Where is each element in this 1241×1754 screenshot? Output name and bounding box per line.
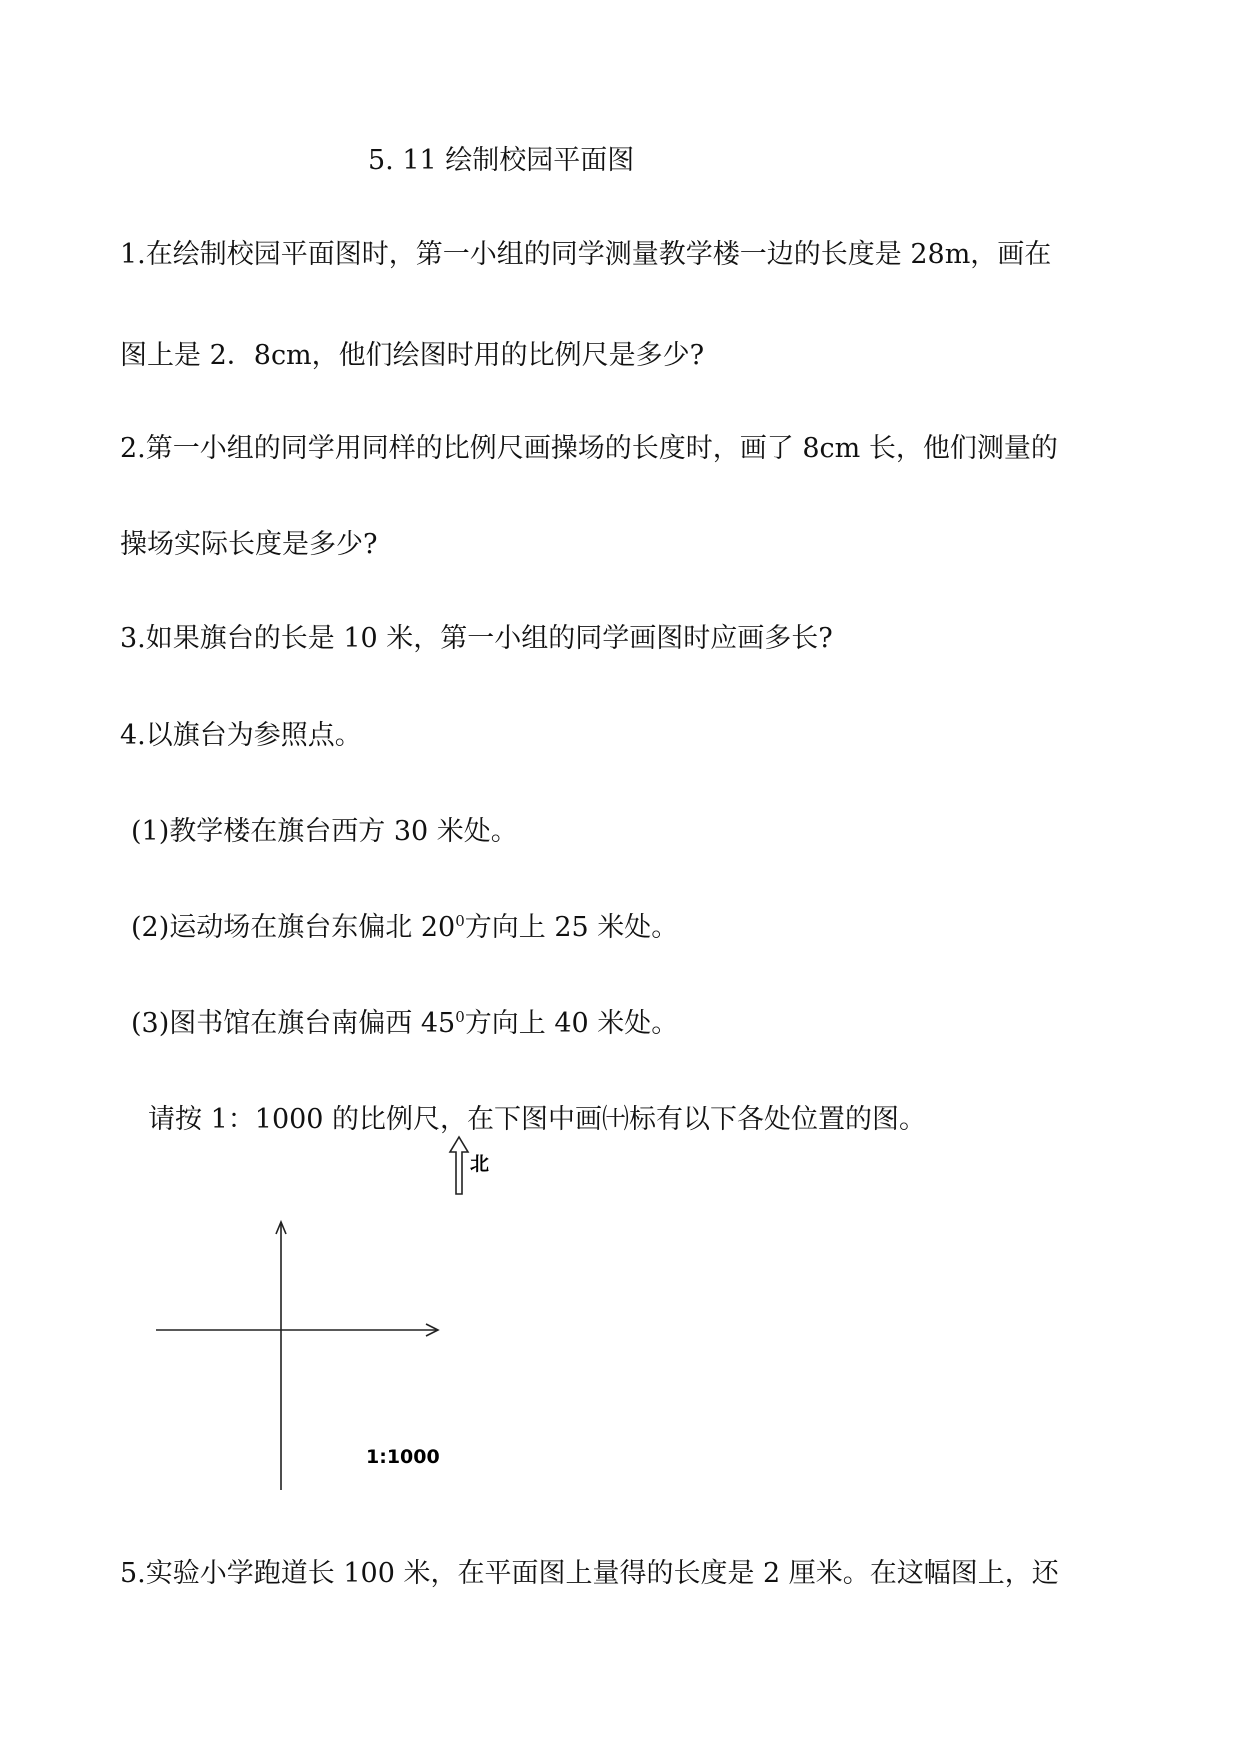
degree-mark: 0 xyxy=(455,1008,465,1026)
question-4-sub-3 xyxy=(131,1006,678,1042)
question-1-line-2: 图上是 2．8cm，他们绘图时用的比例尺是多少? xyxy=(120,340,705,371)
sub-2-text: (2)运动场在旗台东偏北 20 xyxy=(131,912,456,943)
sub-3-text-end: 方向上 40 米处。 xyxy=(464,1008,679,1039)
sub-2-text-end: 方向上 25 米处。 xyxy=(464,912,679,943)
coordinate-diagram xyxy=(140,1070,490,1490)
question-1-line-1: 1.在绘制校园平面图时，第一小组的同学测量教学楼一边的长度是 28m，画在 xyxy=(120,239,1052,270)
north-arrow-icon xyxy=(450,1137,468,1194)
question-2-line-1: 2.第一小组的同学用同样的比例尺画操场的长度时，画了 8cm 长，他们测量的 xyxy=(120,433,1058,464)
question-4-intro: 4.以旗台为参照点。 xyxy=(120,720,362,751)
question-4-instruction: 请按 1：1000 的比例尺，在下图中画㈩标有以下各处位置的图。 xyxy=(148,1104,927,1135)
sub-3-text: (3)图书馆在旗台南偏西 45 xyxy=(131,1008,456,1039)
question-4-sub-2 xyxy=(131,910,678,946)
question-2-line-2: 操场实际长度是多少? xyxy=(120,529,378,560)
page-title: 5. 11 绘制校园平面图 xyxy=(368,145,635,176)
north-label: 北 xyxy=(470,1153,490,1175)
question-5-line-1: 5.实验小学跑道长 100 米，在平面图上量得的长度是 2 厘米。在这幅图上，还 xyxy=(120,1558,1059,1589)
degree-mark: 0 xyxy=(455,912,465,930)
question-4-sub-1: (1)教学楼在旗台西方 30 米处。 xyxy=(131,816,518,847)
question-3: 3.如果旗台的长是 10 米，第一小组的同学画图时应画多长? xyxy=(120,623,833,654)
scale-label: 1:1000 xyxy=(366,1446,440,1468)
